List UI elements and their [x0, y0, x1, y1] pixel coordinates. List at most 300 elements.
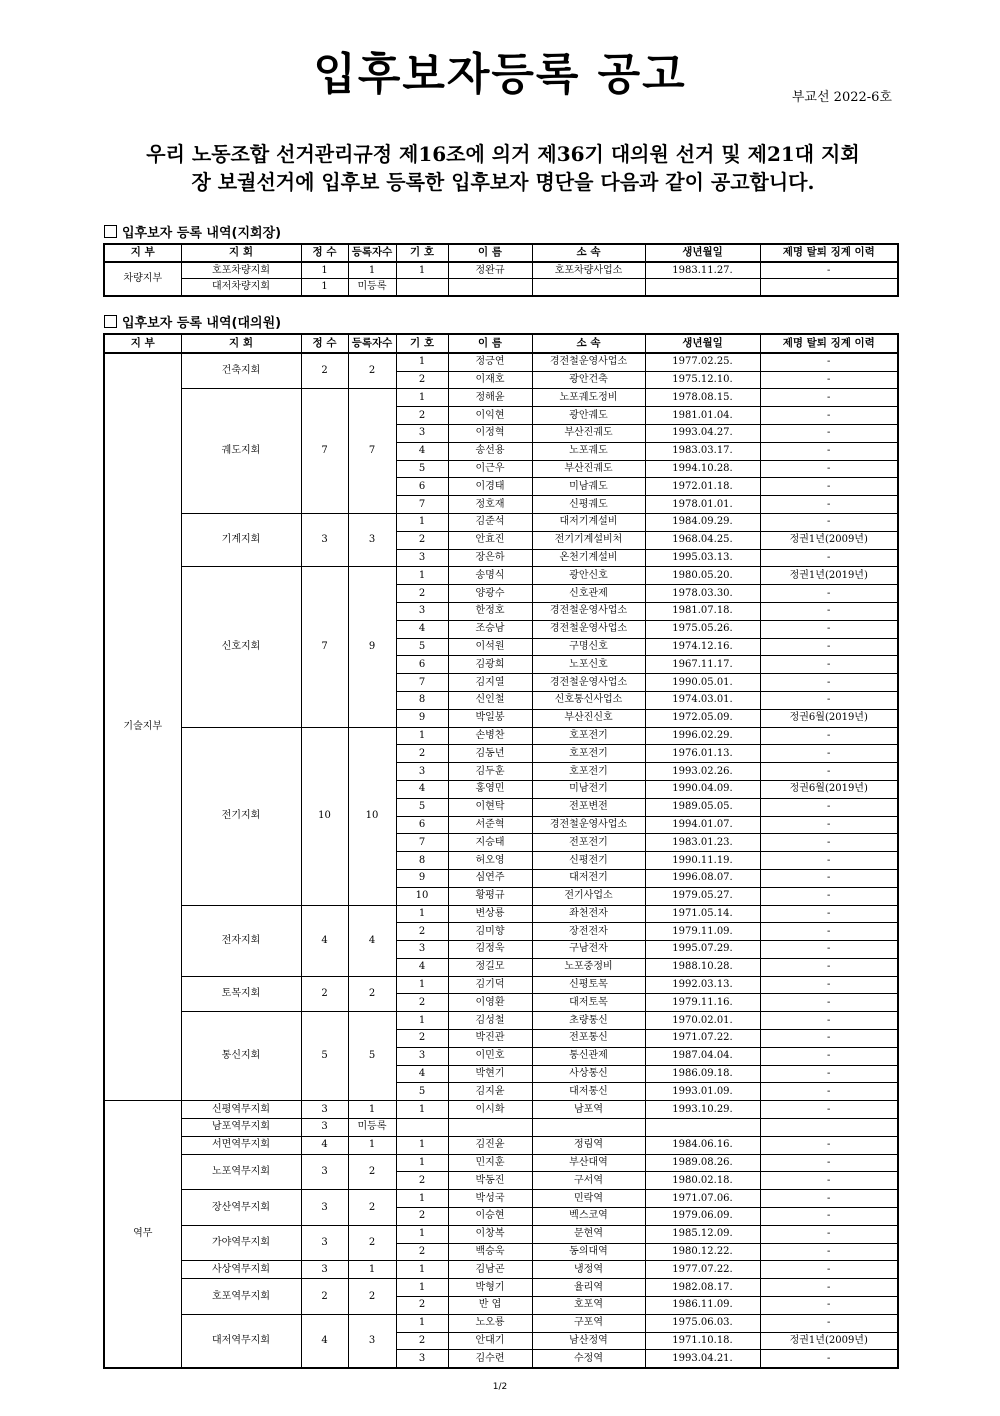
birth-date: 1985.12.09.	[645, 1225, 760, 1243]
candidate-name: 박진관	[448, 1030, 532, 1048]
quota-cell: 3	[301, 1190, 348, 1226]
birth-date: 1993.04.21.	[645, 1350, 760, 1368]
page-number: 1/2	[492, 1382, 508, 1392]
quota-cell: 7	[301, 389, 348, 514]
birth-date: 1970.02.01.	[645, 1012, 760, 1030]
candidate-number: 1	[396, 1012, 448, 1030]
candidate-number: 2	[396, 585, 448, 603]
branch-cell: 신평역무지회	[181, 1101, 301, 1119]
affiliation: 노포중정비	[532, 958, 645, 976]
branch-cell: 가야역무지회	[181, 1225, 301, 1261]
affiliation: 좌천전자	[532, 905, 645, 923]
candidate-number: 10	[396, 887, 448, 905]
affiliation: 구서역	[532, 1172, 645, 1190]
birth-date: 1993.10.29.	[645, 1101, 760, 1119]
birth-date: 1971.05.14.	[645, 905, 760, 923]
affiliation: 전포전기	[532, 834, 645, 852]
affiliation: 신평전기	[532, 852, 645, 870]
discipline-history	[760, 279, 898, 296]
candidate-number: 1	[396, 905, 448, 923]
discipline-history: -	[760, 1261, 898, 1279]
affiliation: 통신관제	[532, 1047, 645, 1065]
checkbox-square-icon	[104, 315, 117, 328]
column-header: 지 회	[181, 334, 301, 353]
table-row	[104, 1012, 898, 1030]
discipline-history: -	[760, 1279, 898, 1297]
candidate-name: 송선용	[448, 442, 532, 460]
candidate-name: 김남곤	[448, 1261, 532, 1279]
candidate-name: 김미향	[448, 923, 532, 941]
branch-cell: 사상역무지회	[181, 1261, 301, 1279]
candidate-name: 송명식	[448, 567, 532, 585]
candidate-number: 3	[396, 941, 448, 959]
table-row	[104, 1279, 898, 1297]
affiliation: 호포차량사업소	[532, 262, 645, 279]
registered-count-cell: 3	[348, 1314, 396, 1368]
branch-cell: 기계지회	[181, 513, 301, 566]
page-title: 입후보자등록 공고	[313, 49, 687, 100]
affiliation: 구남전자	[532, 941, 645, 959]
birth-date: 1972.01.18.	[645, 478, 760, 496]
discipline-history	[760, 1119, 898, 1137]
candidate-name: 이승현	[448, 1208, 532, 1226]
discipline-history: -	[760, 1047, 898, 1065]
quota-cell: 5	[301, 1012, 348, 1101]
quota-cell: 3	[301, 1119, 348, 1137]
candidate-number: 1	[396, 353, 448, 371]
column-header: 기 호	[396, 334, 448, 353]
candidate-name: 백승욱	[448, 1243, 532, 1261]
candidate-name: 신인철	[448, 691, 532, 709]
intro-line-1: 우리 노동조합 선거관리규정 제16조에 의거 제36기 대의원 선거 및 제21대 지회	[146, 142, 860, 166]
candidate-name: 정길모	[448, 958, 532, 976]
birth-date: 1977.07.22.	[645, 1261, 760, 1279]
birth-date: 1971.07.22.	[645, 1030, 760, 1048]
candidate-number: 2	[396, 531, 448, 549]
birth-date: 1996.08.07.	[645, 869, 760, 887]
candidate-number: 2	[396, 745, 448, 763]
birth-date: 1992.03.13.	[645, 976, 760, 994]
discipline-history: 정권1년(2019년)	[760, 567, 898, 585]
affiliation: 경전철운영사업소	[532, 674, 645, 692]
registered-count-cell: 1	[348, 1136, 396, 1154]
discipline-history: -	[760, 513, 898, 531]
candidate-number: 7	[396, 834, 448, 852]
registered-count-cell: 2	[348, 353, 396, 389]
discipline-history: -	[760, 1083, 898, 1101]
birth-date: 1994.01.07.	[645, 816, 760, 834]
affiliation: 광안신호	[532, 567, 645, 585]
table-row	[104, 1119, 898, 1137]
registered-count-cell: 2	[348, 1190, 396, 1226]
registered-count-cell: 2	[348, 1225, 396, 1261]
branch-cell: 전기지회	[181, 727, 301, 905]
candidate-name: 조승남	[448, 620, 532, 638]
candidate-name: 지승태	[448, 834, 532, 852]
discipline-history: -	[760, 1030, 898, 1048]
birth-date: 1990.11.19.	[645, 852, 760, 870]
affiliation: 사상통신	[532, 1065, 645, 1083]
discipline-history: -	[760, 869, 898, 887]
discipline-history: -	[760, 691, 898, 709]
candidate-name: 김광희	[448, 656, 532, 674]
birth-date: 1981.01.04.	[645, 407, 760, 425]
affiliation: 남산정역	[532, 1332, 645, 1350]
candidate-number: 1	[396, 1154, 448, 1172]
branch-cell: 대저역무지회	[181, 1314, 301, 1368]
candidate-name: 김성철	[448, 1012, 532, 1030]
discipline-history: -	[760, 674, 898, 692]
registered-count-cell: 3	[348, 513, 396, 566]
table-row	[104, 727, 898, 745]
candidate-number: 1	[396, 1314, 448, 1332]
candidate-name: 박형기	[448, 1279, 532, 1297]
birth-date: 1986.09.18.	[645, 1065, 760, 1083]
candidate-name: 서준혁	[448, 816, 532, 834]
branch-cell: 토목지회	[181, 976, 301, 1012]
birth-date: 1990.05.01.	[645, 674, 760, 692]
candidate-name: 김지열	[448, 674, 532, 692]
discipline-history: -	[760, 1243, 898, 1261]
registered-count-cell: 10	[348, 727, 396, 905]
table-row	[104, 1314, 898, 1332]
candidate-number: 5	[396, 798, 448, 816]
birth-date: 1977.02.25.	[645, 353, 760, 371]
candidate-name: 노오룡	[448, 1314, 532, 1332]
intro-paragraph	[108, 140, 898, 196]
candidate-name: 김진윤	[448, 1136, 532, 1154]
discipline-history: -	[760, 923, 898, 941]
candidate-name: 이익현	[448, 407, 532, 425]
birth-date: 1971.07.06.	[645, 1190, 760, 1208]
registered-count-cell: 2	[348, 1154, 396, 1190]
discipline-history: -	[760, 1101, 898, 1119]
candidate-number: 1	[396, 1136, 448, 1154]
discipline-history: -	[760, 1208, 898, 1226]
quota-cell: 3	[301, 1225, 348, 1261]
discipline-history: -	[760, 852, 898, 870]
column-header: 소 속	[532, 334, 645, 353]
affiliation: 미남궤도	[532, 478, 645, 496]
column-header: 정 수	[301, 334, 348, 353]
affiliation: 전기기계설비처	[532, 531, 645, 549]
candidate-name: 한정호	[448, 602, 532, 620]
candidate-name: 정완규	[448, 262, 532, 279]
discipline-history: -	[760, 1190, 898, 1208]
table-row	[104, 262, 898, 279]
discipline-history: -	[760, 442, 898, 460]
column-header: 기 호	[396, 244, 448, 262]
registered-count-cell: 5	[348, 1012, 396, 1101]
affiliation: 경전철운영사업소	[532, 602, 645, 620]
candidate-name: 김정욱	[448, 941, 532, 959]
branch-cell: 서면역무지회	[181, 1136, 301, 1154]
candidate-number: 6	[396, 656, 448, 674]
birth-date: 1983.11.27.	[645, 262, 760, 279]
candidate-number: 4	[396, 1065, 448, 1083]
birth-date: 1993.02.26.	[645, 763, 760, 781]
affiliation: 호포역	[532, 1297, 645, 1315]
candidate-number	[396, 279, 448, 296]
birth-date: 1979.11.09.	[645, 923, 760, 941]
affiliation: 온천기계설비	[532, 549, 645, 567]
column-header: 소 속	[532, 244, 645, 262]
branch-cell: 신호지회	[181, 567, 301, 727]
birth-date: 1979.11.16.	[645, 994, 760, 1012]
birth-date: 1974.03.01.	[645, 691, 760, 709]
discipline-history: -	[760, 371, 898, 389]
candidate-name	[448, 1119, 532, 1137]
discipline-history: -	[760, 1065, 898, 1083]
column-header: 제명 탈퇴 징계 이력	[760, 244, 898, 262]
table-row	[104, 353, 898, 371]
candidate-name: 심연주	[448, 869, 532, 887]
candidate-name: 김기덕	[448, 976, 532, 994]
birth-date: 1975.05.26.	[645, 620, 760, 638]
discipline-history: -	[760, 1350, 898, 1368]
quota-cell: 2	[301, 1279, 348, 1315]
discipline-history: -	[760, 353, 898, 371]
birth-date: 1979.05.27.	[645, 887, 760, 905]
birth-date: 1995.07.29.	[645, 941, 760, 959]
birth-date: 1982.08.17.	[645, 1279, 760, 1297]
candidate-name: 김수련	[448, 1350, 532, 1368]
candidate-number: 1	[396, 727, 448, 745]
column-header: 지 회	[181, 244, 301, 262]
section-1-heading	[104, 222, 281, 241]
table-row	[104, 513, 898, 531]
candidate-name: 박현기	[448, 1065, 532, 1083]
affiliation	[532, 279, 645, 296]
affiliation: 호포전기	[532, 727, 645, 745]
table-row	[104, 1261, 898, 1279]
candidate-number: 5	[396, 638, 448, 656]
discipline-history: -	[760, 763, 898, 781]
branch-leader-table	[103, 243, 899, 297]
table-row	[104, 567, 898, 585]
branch-cell: 노포역무지회	[181, 1154, 301, 1190]
discipline-history: 정권1년(2009년)	[760, 1332, 898, 1350]
birth-date: 1993.04.27.	[645, 424, 760, 442]
column-header: 생년월일	[645, 244, 760, 262]
candidate-name: 김준석	[448, 513, 532, 531]
section-2-title: 입후보자 등록 내역(대의원)	[122, 316, 282, 331]
division-cell: 차량지부	[104, 262, 181, 296]
registered-count-cell: 미등록	[348, 279, 396, 296]
candidate-name: 김지윤	[448, 1083, 532, 1101]
branch-cell: 궤도지회	[181, 389, 301, 514]
birth-date: 1987.04.04.	[645, 1047, 760, 1065]
affiliation: 부산진궤도	[532, 424, 645, 442]
table-row	[104, 1190, 898, 1208]
quota-cell: 10	[301, 727, 348, 905]
candidate-name: 정긍연	[448, 353, 532, 371]
division-cell: 기술지부	[104, 353, 181, 1101]
discipline-history: -	[760, 745, 898, 763]
candidate-number	[396, 1119, 448, 1137]
birth-date: 1986.11.09.	[645, 1297, 760, 1315]
affiliation: 냉정역	[532, 1261, 645, 1279]
candidate-number: 1	[396, 262, 448, 279]
discipline-history: -	[760, 460, 898, 478]
candidate-number: 3	[396, 1047, 448, 1065]
discipline-history: -	[760, 638, 898, 656]
candidate-name: 이경태	[448, 478, 532, 496]
discipline-history: -	[760, 798, 898, 816]
candidate-number: 1	[396, 567, 448, 585]
affiliation: 전포통신	[532, 1030, 645, 1048]
candidate-name: 이창복	[448, 1225, 532, 1243]
affiliation: 문현역	[532, 1225, 645, 1243]
registered-count-cell: 9	[348, 567, 396, 727]
candidate-number: 1	[396, 1190, 448, 1208]
column-header: 이 름	[448, 334, 532, 353]
birth-date: 1983.03.17.	[645, 442, 760, 460]
registered-count-cell: 1	[348, 1261, 396, 1279]
discipline-history: -	[760, 727, 898, 745]
birth-date	[645, 279, 760, 296]
birth-date: 1989.08.26.	[645, 1154, 760, 1172]
candidate-name: 김두훈	[448, 763, 532, 781]
discipline-history: -	[760, 620, 898, 638]
affiliation: 미남전기	[532, 780, 645, 798]
birth-date: 1978.03.30.	[645, 585, 760, 603]
branch-cell: 통신지회	[181, 1012, 301, 1101]
table-row	[104, 389, 898, 407]
birth-date: 1993.01.09.	[645, 1083, 760, 1101]
affiliation: 남포역	[532, 1101, 645, 1119]
candidate-number: 5	[396, 1083, 448, 1101]
birth-date: 1983.01.23.	[645, 834, 760, 852]
affiliation: 부산진신호	[532, 709, 645, 727]
column-header: 생년월일	[645, 334, 760, 353]
quota-cell: 3	[301, 513, 348, 566]
candidate-number: 1	[396, 976, 448, 994]
discipline-history: -	[760, 1297, 898, 1315]
candidate-number: 2	[396, 1243, 448, 1261]
candidate-number: 6	[396, 816, 448, 834]
affiliation: 대저기계설비	[532, 513, 645, 531]
discipline-history: -	[760, 585, 898, 603]
branch-cell: 전자지회	[181, 905, 301, 976]
registered-count-cell: 4	[348, 905, 396, 976]
candidate-name: 황평규	[448, 887, 532, 905]
affiliation: 전포변전	[532, 798, 645, 816]
discipline-history: -	[760, 389, 898, 407]
candidate-number: 2	[396, 371, 448, 389]
branch-cell: 건축지회	[181, 353, 301, 389]
affiliation: 벡스코역	[532, 1208, 645, 1226]
column-header: 등록자수	[348, 244, 396, 262]
candidate-number: 4	[396, 442, 448, 460]
table-row	[104, 279, 898, 296]
birth-date: 1995.03.13.	[645, 549, 760, 567]
affiliation: 경전철운영사업소	[532, 353, 645, 371]
candidate-name: 장은하	[448, 549, 532, 567]
candidate-name: 박동진	[448, 1172, 532, 1190]
table-row	[104, 1225, 898, 1243]
discipline-history: -	[760, 424, 898, 442]
discipline-history: -	[760, 976, 898, 994]
branch-cell: 장산역무지회	[181, 1190, 301, 1226]
registered-count-cell: 1	[348, 262, 396, 279]
quota-cell: 2	[301, 353, 348, 389]
registered-count-cell: 1	[348, 1101, 396, 1119]
candidate-number: 2	[396, 923, 448, 941]
candidate-name: 변상룡	[448, 905, 532, 923]
affiliation: 부산대역	[532, 1154, 645, 1172]
birth-date: 1975.12.10.	[645, 371, 760, 389]
birth-date: 1984.06.16.	[645, 1136, 760, 1154]
column-header: 지 부	[104, 334, 181, 353]
birth-date: 1976.01.13.	[645, 745, 760, 763]
candidate-number: 9	[396, 869, 448, 887]
affiliation: 부산진궤도	[532, 460, 645, 478]
registered-count-cell: 미등록	[348, 1119, 396, 1137]
birth-date: 1988.10.28.	[645, 958, 760, 976]
candidate-name	[448, 279, 532, 296]
discipline-history: -	[760, 1172, 898, 1190]
birth-date: 1984.09.29.	[645, 513, 760, 531]
affiliation: 경전철운영사업소	[532, 816, 645, 834]
candidate-name: 반 엽	[448, 1297, 532, 1315]
column-header: 정 수	[301, 244, 348, 262]
header-row	[104, 334, 898, 353]
column-header: 제명 탈퇴 징계 이력	[760, 334, 898, 353]
affiliation: 구명신호	[532, 638, 645, 656]
candidate-number: 4	[396, 958, 448, 976]
candidate-number: 9	[396, 709, 448, 727]
discipline-history: -	[760, 941, 898, 959]
candidate-number: 2	[396, 1208, 448, 1226]
discipline-history: 정권6월(2019년)	[760, 780, 898, 798]
candidate-number: 1	[396, 389, 448, 407]
candidate-number: 8	[396, 691, 448, 709]
quota-cell: 3	[301, 1261, 348, 1279]
table-row	[104, 976, 898, 994]
birth-date: 1980.05.20.	[645, 567, 760, 585]
discipline-history: -	[760, 478, 898, 496]
birth-date: 1989.05.05.	[645, 798, 760, 816]
discipline-history: -	[760, 1012, 898, 1030]
birth-date: 1996.02.29.	[645, 727, 760, 745]
delegate-table	[103, 333, 899, 1369]
affiliation: 신호관제	[532, 585, 645, 603]
candidate-name: 안대기	[448, 1332, 532, 1350]
header-row	[104, 244, 898, 262]
discipline-history: -	[760, 262, 898, 279]
candidate-name: 정호재	[448, 496, 532, 514]
registered-count-cell: 7	[348, 389, 396, 514]
birth-date: 1978.08.15.	[645, 389, 760, 407]
affiliation: 노포신호	[532, 656, 645, 674]
discipline-history: -	[760, 994, 898, 1012]
affiliation: 대저전기	[532, 869, 645, 887]
candidate-number: 2	[396, 407, 448, 425]
candidate-name: 정해윤	[448, 389, 532, 407]
division-cell: 역무	[104, 1101, 181, 1368]
candidate-name: 이근우	[448, 460, 532, 478]
candidate-name: 박일봉	[448, 709, 532, 727]
checkbox-square-icon	[104, 225, 117, 238]
column-header: 이 름	[448, 244, 532, 262]
candidate-number: 3	[396, 1350, 448, 1368]
candidate-name: 김동년	[448, 745, 532, 763]
affiliation: 광안건축	[532, 371, 645, 389]
affiliation: 신호통신사업소	[532, 691, 645, 709]
candidate-name: 양광수	[448, 585, 532, 603]
branch-cell: 대저차량지회	[181, 279, 301, 296]
